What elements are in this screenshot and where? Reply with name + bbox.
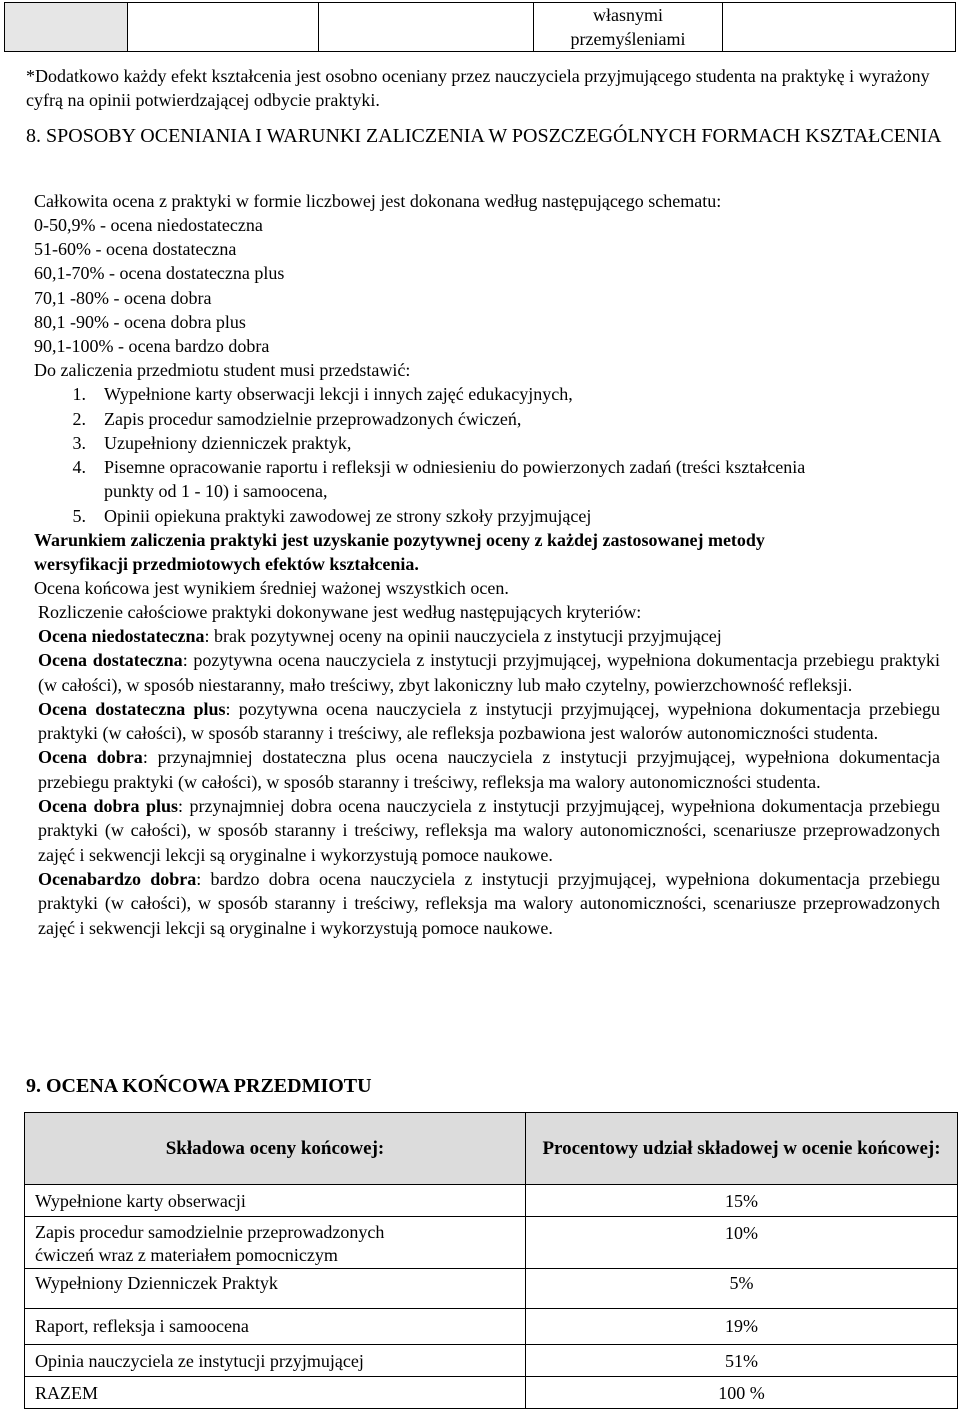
requirement-number: 1. (72, 384, 86, 404)
requirement-text: Pisemne opracowanie raportu i refleksji w odniesieniu do powierzonych zadań (treści kształcenia (104, 457, 806, 477)
requirement-text: Opinii opiekuna praktyki zawodowej ze strony szkoły przyjmującej (104, 506, 592, 526)
requirement-number: 5. (72, 506, 86, 526)
table-header-row (25, 1113, 958, 1185)
criterion-text: : brak pozytywnej oceny na opinii nauczyciela z instytucji przyjmującej (204, 626, 722, 646)
criterion-label: Ocena dobra plus (38, 796, 178, 817)
requirement-number: 4. (72, 457, 86, 477)
component-line: ćwiczeń wraz z materiałem pomocniczym (35, 1245, 338, 1265)
scale-item: 90,1-100% - ocena bardzo dobra (34, 336, 270, 356)
component-cell: Raport, refleksja i samoocena (25, 1309, 526, 1345)
requirement-text: punkty od 1 - 10) i samoocena, (104, 481, 328, 501)
section-8-heading: 8. SPOSOBY OCENIANIA I WARUNKI ZALICZENIA W POSZCZEGÓLNYCH FORMACH KSZTAŁCENIA (26, 125, 942, 147)
share-cell: 15% (526, 1185, 958, 1217)
evaluation-note: *Dodatkowo każdy efekt kształcenia jest osobno oceniany przez nauczyciela przyjmującego studenta na praktykę i wyrażony cyfrą na opinii potwierdzającej odbycie praktyki. (26, 66, 930, 110)
final-grade-info: Ocena końcowa jest wynikiem średniej ważonej wszystkich ocen. (34, 578, 509, 598)
requirement-text: Uzupełniony dzienniczek praktyk, (104, 433, 352, 453)
share-cell: 5% (526, 1269, 958, 1309)
scale-item: 70,1 -80% - ocena dobra (34, 288, 212, 308)
header-share: Procentowy udział składowej w ocenie końcowej: (526, 1113, 958, 1185)
final-grade-table (24, 1112, 958, 1409)
criterion (38, 697, 940, 746)
scale-item: 51-60% - ocena dostateczna (34, 239, 237, 259)
table-row (25, 1185, 958, 1217)
criterion (38, 624, 940, 648)
top-table-fragment (4, 2, 956, 52)
criterion-label: Ocena dobra (38, 747, 143, 768)
top-cell-line: przemyśleniami (570, 29, 686, 49)
top-table-cell (723, 3, 956, 52)
criterion-text: : przynajmniej dostateczna plus ocena nauczyciela z instytucji przyjmującej, wypełniona dokumentacja przebiegu praktyki (w całości), w sposób staranny i treściwy, refleksja ma walory autonomiczności studenta. (38, 747, 940, 792)
component-cell: Opinia nauczyciela ze instytucji przyjmującej (25, 1345, 526, 1377)
criterion (38, 794, 940, 867)
criterion (38, 745, 940, 794)
criterion-label: Ocena dostateczna (38, 650, 183, 671)
share-cell: 10% (526, 1217, 958, 1269)
pass-condition: wersyfikacji przedmiotowych efektów kształcenia. (34, 554, 419, 574)
table-row-total (25, 1377, 958, 1409)
criterion-text: : przynajmniej dobra ocena nauczyciela z instytucji przyjmującej, wypełniona dokumentacja przebiegu praktyki (w całości), w sposób staranny i treściwy, refleksja ma walory autonomiczności, scenariusze przeprowadzonych zajęć i sekwencji lekcji są oryginalne i wykorzystują pomoce naukowe. (38, 796, 941, 865)
share-cell: 100 % (526, 1377, 958, 1409)
criterion-label: Ocena niedostateczna (38, 626, 205, 646)
scheme-intro: Całkowita ocena z praktyki w formie liczbowej jest dokonana według następującego schematu: (34, 191, 722, 211)
criteria-intro: Rozliczenie całościowe praktyki dokonywane jest według następujących kryteriów: (38, 602, 642, 622)
top-cell-line: własnymi (593, 5, 663, 25)
component-cell: Wypełnione karty obserwacji (25, 1185, 526, 1217)
scale-item: 0-50,9% - ocena niedostateczna (34, 215, 263, 235)
table-row (25, 1345, 958, 1377)
criterion (38, 648, 940, 697)
scale-item: 80,1 -90% - ocena dobra plus (34, 312, 246, 332)
component-line: Zapis procedur samodzielnie przeprowadzonych (35, 1222, 385, 1242)
scale-item: 60,1-70% - ocena dostateczna plus (34, 263, 285, 283)
criterion-label: Ocena dostateczna plus (38, 698, 226, 719)
top-table-shaded-cell (5, 3, 128, 52)
pass-condition: Warunkiem zaliczenia praktyki jest uzyskanie pozytywnej oceny z każdej zastosowanej metody (34, 530, 765, 550)
requirement-number: 3. (72, 433, 86, 453)
component-cell: RAZEM (25, 1377, 526, 1409)
share-cell: 51% (526, 1345, 958, 1377)
requirements-intro: Do zaliczenia przedmiotu student musi przedstawić: (34, 360, 411, 380)
component-cell (25, 1217, 526, 1269)
grading-criteria (38, 624, 940, 940)
requirement-text: Zapis procedur samodzielnie przeprowadzonych ćwiczeń, (104, 409, 522, 429)
top-table-cell (128, 3, 319, 52)
criterion-text: : pozytywna ocena nauczyciela z instytucji przyjmującej, wypełniona dokumentacja przebiegu praktyki (w całości), w sposób staranny i treściwy, ale refleksja pozbawiona jest walorów autonomiczności studenta. (38, 698, 941, 744)
criterion-text: : bardzo dobra ocena nauczyciela z instytucji przyjmującej, wypełniona dokumentacja przebiegu praktyki (w całości), w sposób staranny i treściwy, refleksja ma walory autonomiczności, scenariusze przeprowadzonych zajęć i sekwencji lekcji są oryginalne i wykorzystują pomoce naukowe. (38, 868, 940, 938)
requirement-number: 2. (72, 409, 86, 429)
top-table-text-cell (534, 3, 723, 52)
criterion (38, 867, 940, 940)
section-9-heading: 9. OCENA KOŃCOWA PRZEDMIOTU (26, 1075, 372, 1097)
table-row (25, 1269, 958, 1309)
criterion-label: Ocenabardzo dobra (38, 868, 197, 889)
top-table-cell (319, 3, 534, 52)
table-row (25, 1309, 958, 1345)
component-cell: Wypełniony Dzienniczek Praktyk (25, 1269, 526, 1309)
header-component: Składowa oceny końcowej: (25, 1113, 526, 1185)
share-cell: 19% (526, 1309, 958, 1345)
requirement-text: Wypełnione karty obserwacji lekcji i innych zajęć edukacyjnych, (104, 384, 573, 404)
criterion-text: : pozytywna ocena nauczyciela z instytucji przyjmującej, wypełniona dokumentacja przebiegu praktyki (w całości), w sposób niestaranny, mało treściwy, zbyt lakoniczny lub mało czytelny, powierzchowność refleksji. (38, 650, 940, 695)
table-row (25, 1217, 958, 1269)
